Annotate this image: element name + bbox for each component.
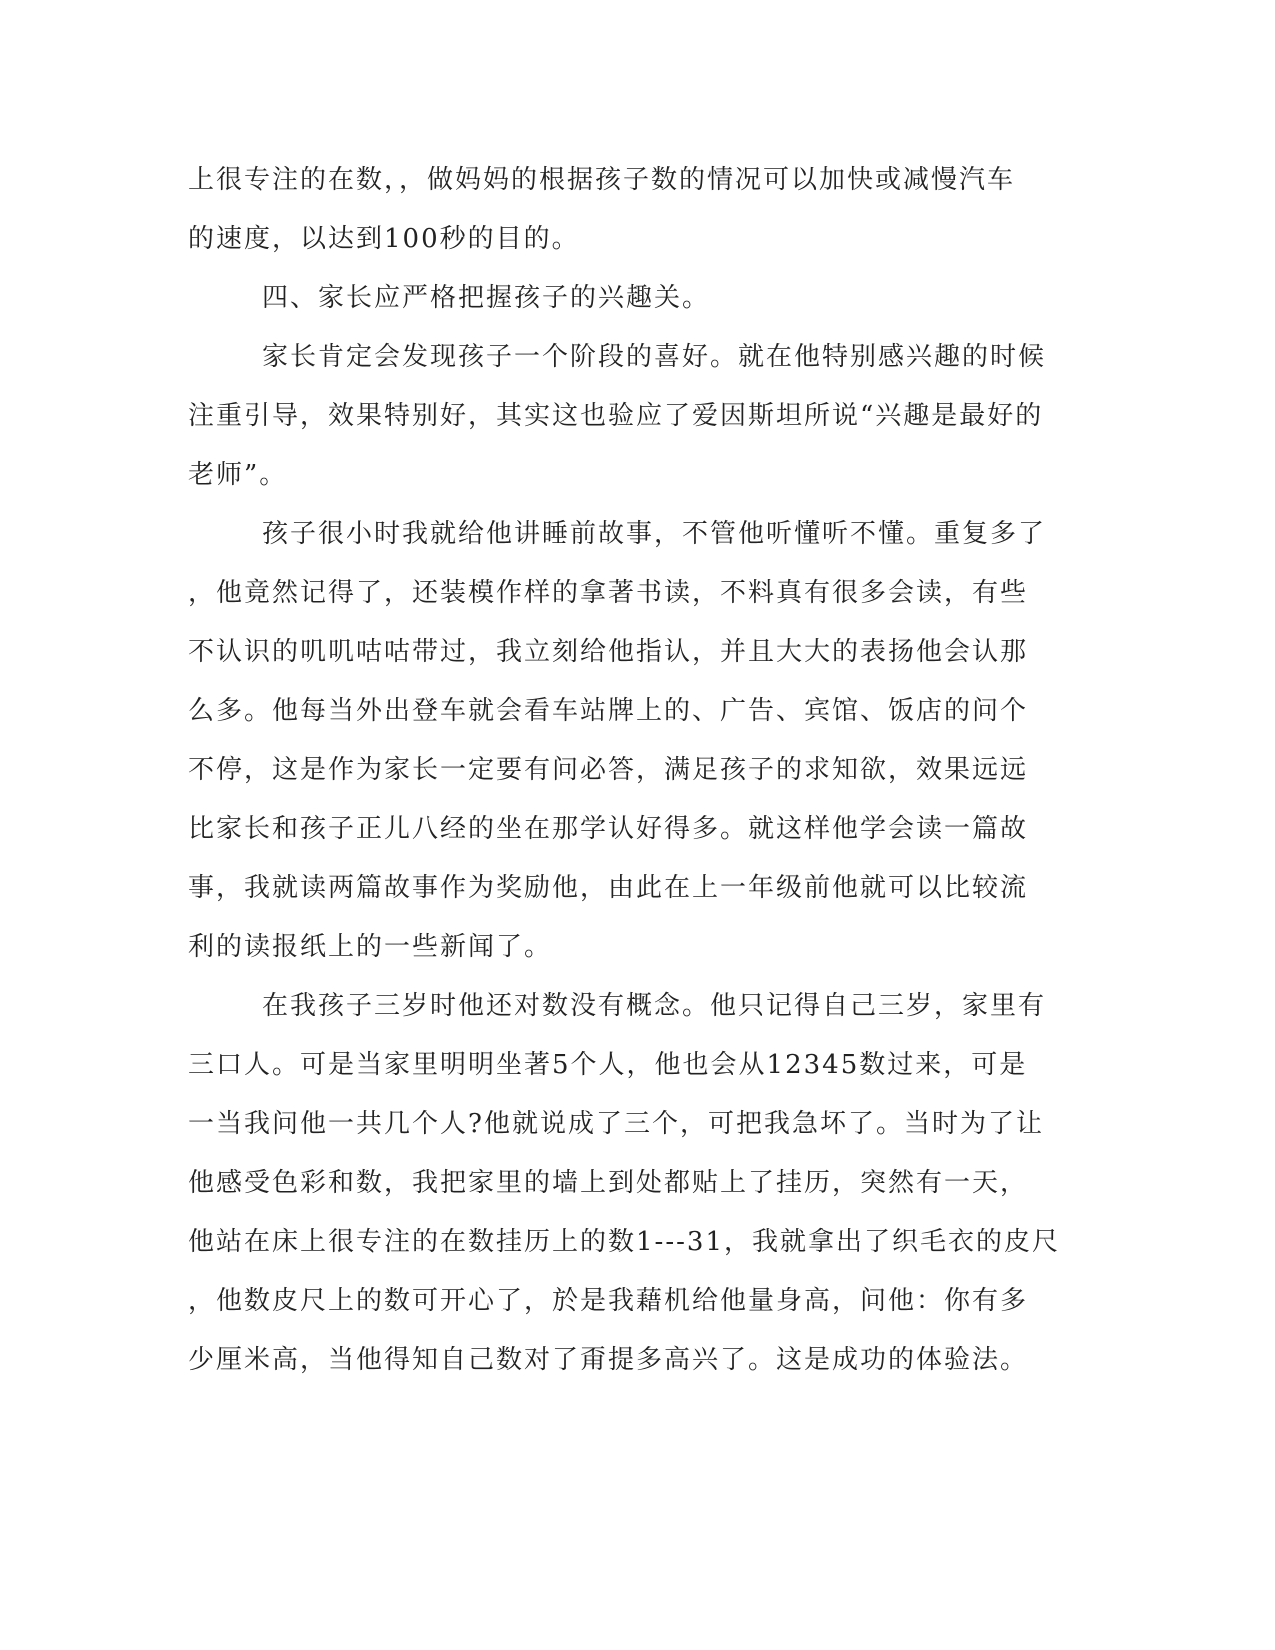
paragraph-line: 他感受色彩和数，我把家里的墙上到处都贴上了挂历，突然有一天， (188, 1168, 1029, 1198)
paragraph-line: 三口人。可是当家里明明坐著5个人，他也会从12345数过来，可是 (188, 1050, 1028, 1080)
paragraph-line: 老师”。 (188, 460, 288, 490)
paragraph-line: 注重引导，效果特别好，其实这也验应了爱因斯坦所说“兴趣是最好的 (188, 401, 1044, 431)
paragraph-line: 比家长和孩子正儿八经的坐在那学认好得多。就这样他学会读一篇故 (188, 814, 1029, 844)
paragraph-line: 一当我问他一共几个人?他就说成了三个，可把我急坏了。当时为了让 (188, 1109, 1044, 1139)
paragraph-line: 孩子很小时我就给他讲睡前故事，不管他听懂听不懂。重复多了 (262, 519, 1047, 549)
paragraph-line: 上很专注的在数，，做妈妈的根据孩子数的情况可以加快或减慢汽车 (188, 165, 1016, 195)
paragraph-line: 他站在床上很专注的在数挂历上的数1---31，我就拿出了织毛衣的皮尺 (188, 1227, 1060, 1257)
paragraph-line: 利的读报纸上的一些新闻了。 (188, 932, 553, 962)
paragraph-line: 不认识的叽叽咕咕带过，我立刻给他指认，并且大大的表扬他会认那 (188, 637, 1029, 667)
section-heading: 四、家长应严格把握孩子的兴趣关。 (262, 283, 711, 313)
paragraph-line: ，他数皮尺上的数可开心了，於是我藉机给他量身高，问他：你有多 (188, 1286, 1029, 1316)
paragraph-line: 的速度，以达到100秒的目的。 (188, 224, 580, 254)
paragraph-line: 事，我就读两篇故事作为奖励他，由此在上一年级前他就可以比较流 (188, 873, 1029, 903)
paragraph-line: 家长肯定会发现孩子一个阶段的喜好。就在他特别感兴趣的时候 (262, 342, 1047, 372)
paragraph-line: 少厘米高，当他得知自己数对了甭提多高兴了。这是成功的体验法。 (188, 1345, 1029, 1375)
paragraph-line: 不停，这是作为家长一定要有问必答，满足孩子的求知欲，效果远远 (188, 755, 1029, 785)
paragraph-line: ，他竟然记得了，还装模作样的拿著书读，不料真有很多会读，有些 (188, 578, 1029, 608)
paragraph-line: 在我孩子三岁时他还对数没有概念。他只记得自己三岁，家里有 (262, 991, 1047, 1021)
paragraph-line: 么多。他每当外出登车就会看车站牌上的、广告、宾馆、饭店的问个 (188, 696, 1029, 726)
